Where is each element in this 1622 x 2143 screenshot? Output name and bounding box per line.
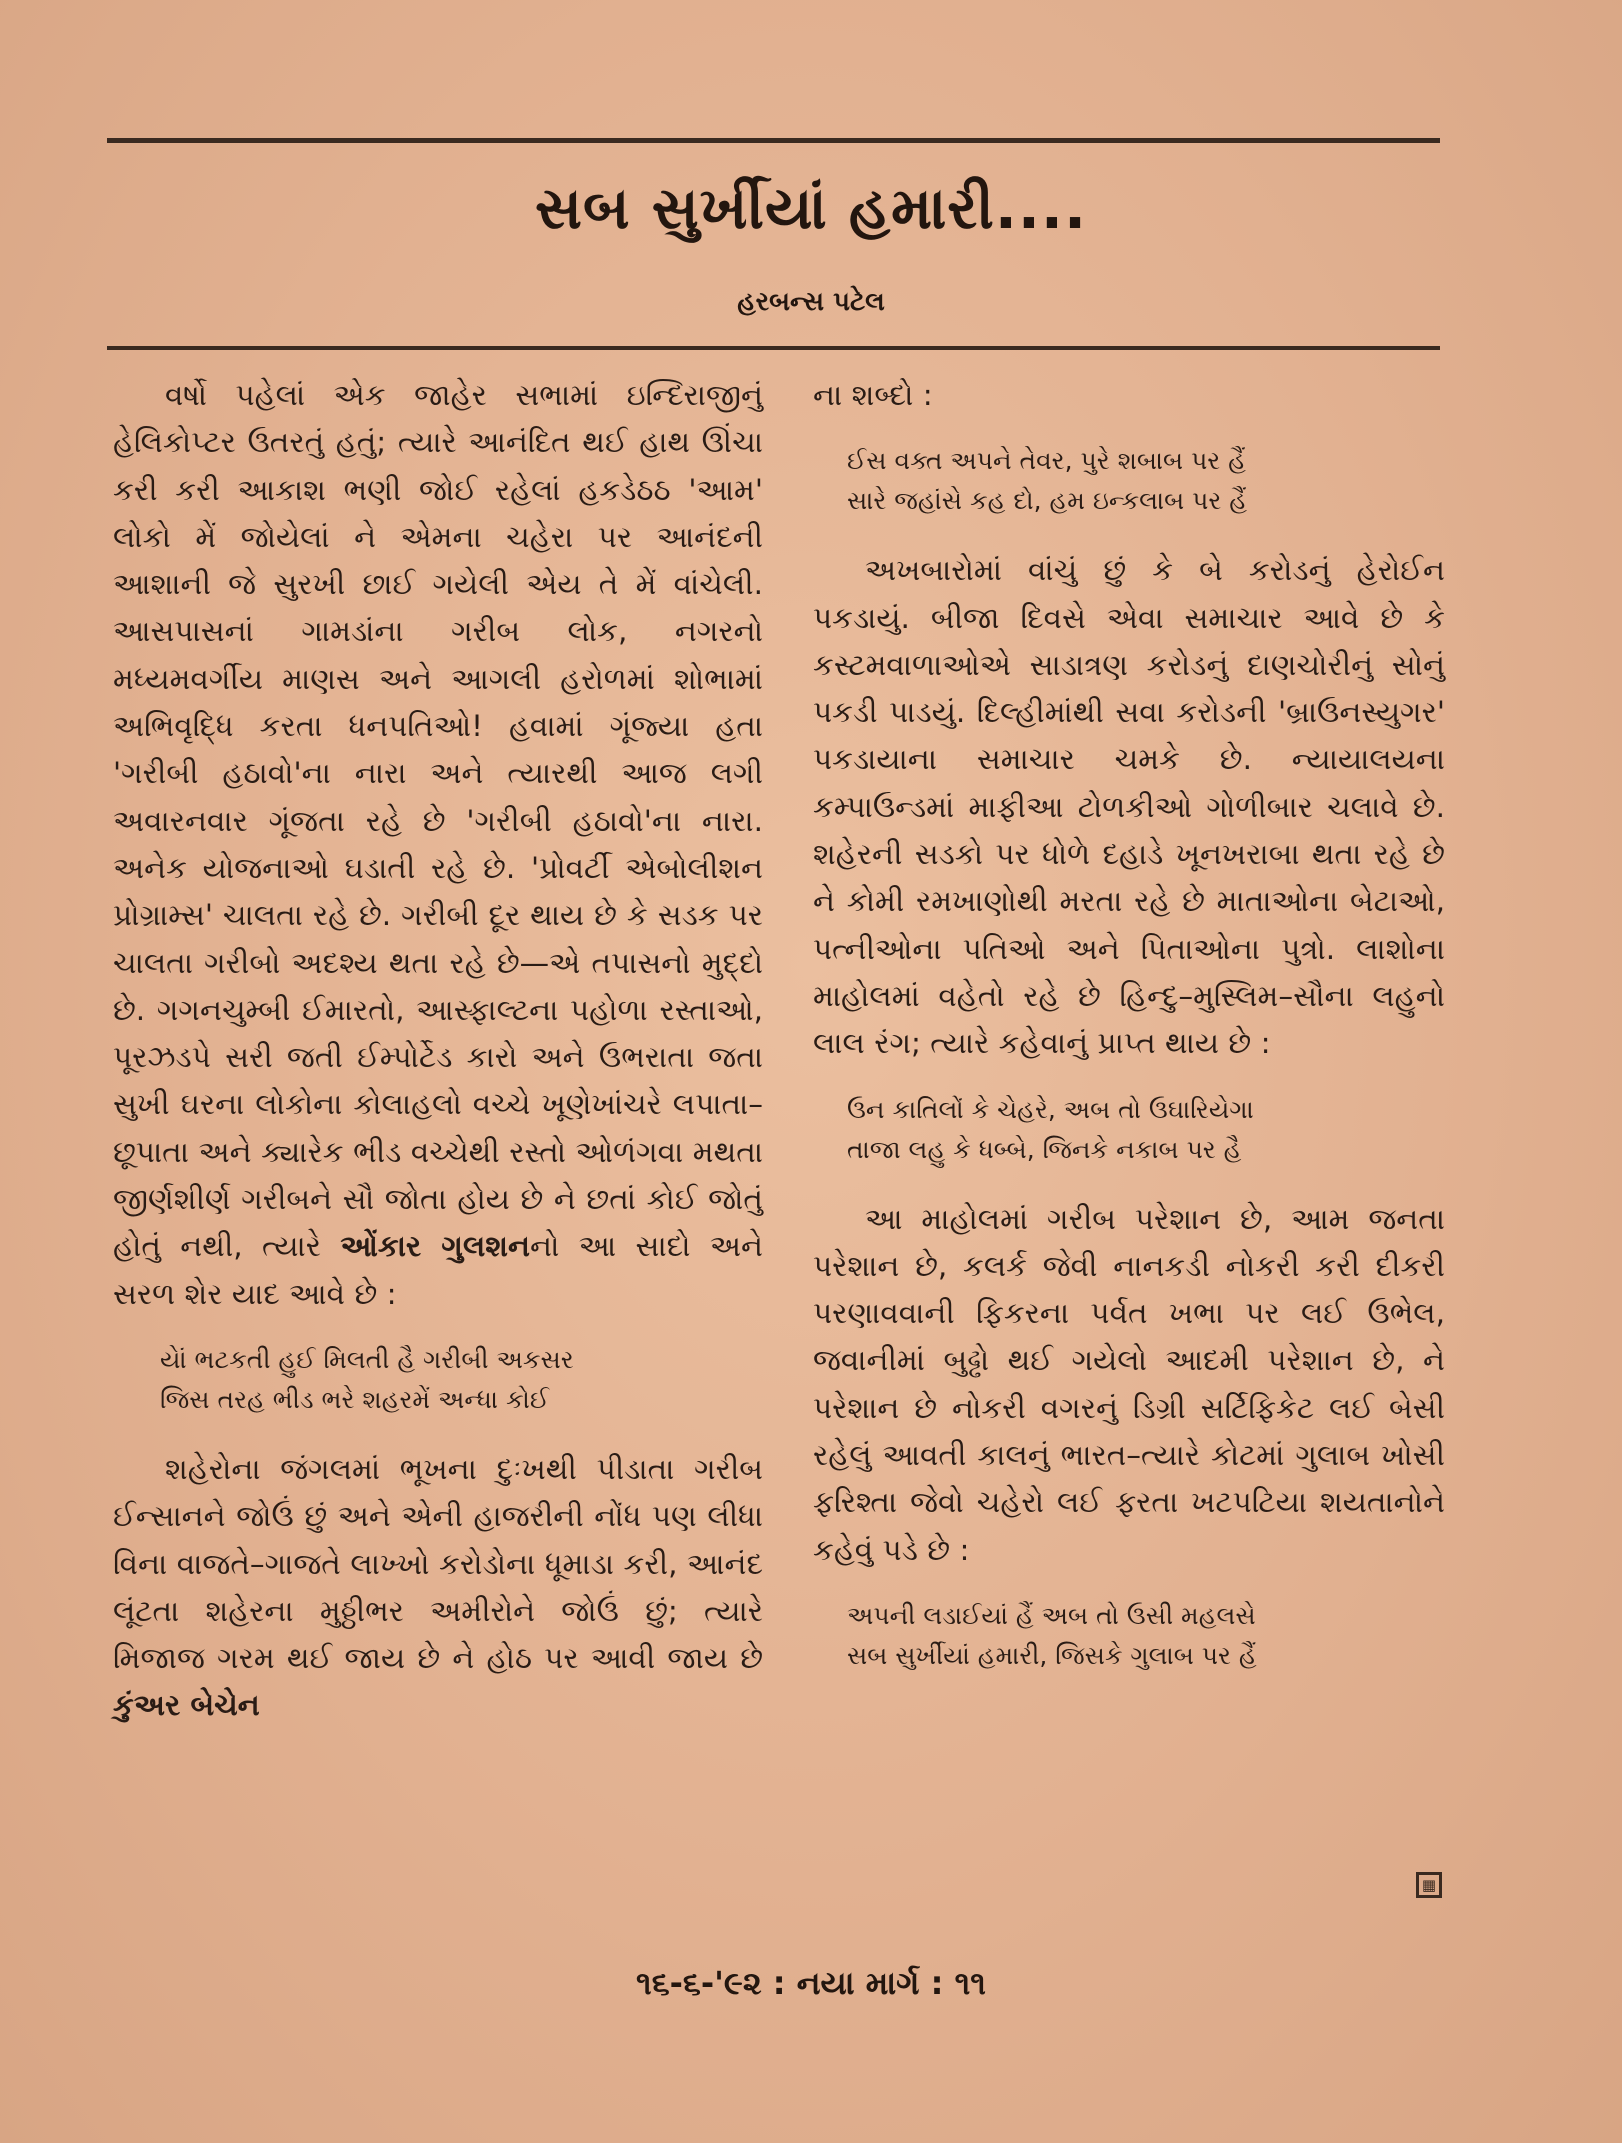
left-column <box>113 372 763 1730</box>
poet-name-kunwar-bechain: કુંઅર બેચેન <box>113 1688 260 1723</box>
couplet-2-line-1: ઈસ વક્ત અપને તેવર, પુરે શબાબ પર હૈં <box>847 446 1246 476</box>
article-author: હરબન્સ પટેલ <box>737 287 885 317</box>
top-rule <box>107 138 1440 143</box>
couplet-3-line-1: ઉન કાતિલોં કે ચેહરે, અબ તો ઉઘારિયેગા <box>847 1094 1254 1124</box>
paragraph-2 <box>113 1446 763 1730</box>
couplet-3 <box>813 1090 1445 1170</box>
couplet-2 <box>813 441 1445 521</box>
couplet-1-line-2: જિસ તરહ ભીડ ભરે શહરમેં અન્ધા કોઈ <box>160 1384 550 1414</box>
end-of-article-icon: ▦ <box>1416 1872 1442 1898</box>
couplet-4-line-1: અપની લડાઈયાં હૈં અબ તો ઉસી મહલસે <box>847 1600 1256 1630</box>
couplet-3-line-2: તાજા લહુ કે ધબ્બે, જિનકે નકાબ પર હૈ <box>847 1134 1242 1164</box>
right-column <box>813 372 1445 1702</box>
paragraph-2-text: શહેરોના જંગલમાં ભૂખના દુઃખથી પીડાતા ગરીબ ઈન્સાનને જોઉં છું અને એની હાજરીની નોંધ પણ લીધા વિના વાજતે–ગાજતે લાખ્ખો કરોડોના ધૂમાડા કરી, આનંદ લૂંટતા શહેરના મુઠ્ઠીભર અમીરોને જોઉં છું; ત્યારે મિજાજ ગરમ થઈ જાય છે ને હોઠ પર આવી જાય છે <box>113 1451 763 1676</box>
header-rule <box>107 346 1440 350</box>
couplet-4-line-2: સબ સુર્ખીયાં હમારી, જિસકે ગુલાબ પર હૈં <box>847 1640 1257 1670</box>
page-footer: ૧૬-૬-'૯૨ : નયા માર્ગ : ૧૧ <box>636 1964 986 2002</box>
paragraph-2-continued: ના શબ્દો : <box>813 378 933 412</box>
paragraph-3: અખબારોમાં વાંચું છું કે બે કરોડનું હેરોઈન પકડાયું. બીજા દિવસે એવા સમાચાર આવે છે કે કસ્ટમવાળાઓએ સાડાત્રણ કરોડનું દાણચોરીનું સોનું પકડી પાડયું. દિલ્હીમાંથી સવા કરોડની 'બ્રાઉનસ્યુગર' પકડાયાના સમાચાર ચમકે છે. ન્યાયાલયના કમ્પાઉન્ડમાં માફીઆ ટોળકીઓ ગોળીબાર ચલાવે છે. શહેરની સડકો પર ધોળે દહાડે ખૂનખરાબા થતા રહે છે ને કોમી રમખાણોથી મરતા રહે છે માતાઓના બેટાઓ, પત્નીઓના પતિઓ અને પિતાઓના પુત્રો. લાશોના માહોલમાં વહેતો રહે છે હિન્દુ–મુસ્લિમ–સૌના લહુનો લાલ રંગ; ત્યારે કહેવાનું પ્રાપ્ત થાય છે : <box>813 553 1445 1061</box>
poet-name-onkar-gulshan: ઓંકાર ગુલશન <box>340 1229 530 1264</box>
paragraph-1-text: વર્ષો પહેલાં એક જાહેર સભામાં ઇન્દિરાજીનું હેલિકોપ્ટર ઉતરતું હતું; ત્યારે આનંદિત થઈ હાથ ઊંચા કરી કરી આકાશ ભણી જોઈ રહેલાં હકડેઠઠ 'આમ' લોકો મેં જોયેલાં ને એમના ચહેરા પર આનંદની આશાની જે સુરખી છાઈ ગયેલી એય તે મેં વાંચેલી. આસપાસનાં ગામડાંના ગરીબ લોક, નગરનો મધ્યમવર્ગીય માણસ અને આગલી હરોળમાં શોભામાં અભિવૃદ્ધિ કરતા ધનપતિઓ! હવામાં ગૂંજ્યા હતા 'ગરીબી હઠાવો'ના નારા અને ત્યારથી આજ લગી અવારનવાર ગૂંજતા રહે છે 'ગરીબી હઠાવો'ના નારા. અનેક યોજનાઓ ઘડાતી રહે છે. 'પ્રોવર્ટી એબોલીશન પ્રોગ્રામ્સ' ચાલતા રહે છે. ગરીબી દૂર થાય છે કે સડક પર ચાલતા ગરીબો અદશ્ય થતા રહે છે—એ તપાસનો મુદ્દો છે. ગગનચુમ્બી ઈમારતો, આસ્ફાલ્ટના પહોળા રસ્તાઓ, પૂરઝડપે સરી જતી ઈમ્પોર્ટેડ કારો અને ઉભરાતા જતા સુખી ઘરના લોકોના કોલાહલો વચ્ચે ખૂણેખાંચરે લપાતા–છૂપાતા અને ક્યારેક ભીડ વચ્ચેથી રસ્તો ઓળંગવા મથતા જીર્ણશીર્ણ ગરીબને સૌ જોતા હોય છે ને છતાં કોઈ જોતું હોતું નથી, ત્યારે <box>113 378 763 1264</box>
paragraph-4: આ માહોલમાં ગરીબ પરેશાન છે, આમ જનતા પરેશાન છે, કલર્ક જેવી નાનકડી નોકરી કરી દીકરી પરણાવવાની ફિકરના પર્વત ખભા પર લઈ ઉભેલ, જવાનીમાં બુઢ્ઢો થઈ ગયેલો આદમી પરેશાન છે, ને પરેશાન છે નોકરી વગરનું ડિગ્રી સર્ટિફિકેટ લઈ બેસી રહેલું આવતી કાલનું ભારત–ત્યારે કોટમાં ગુલાબ ખોસી ફરિશ્તા જેવો ચહેરો લઈ ફરતા ખટપટિયા શયતાનોને કહેવું પડે છે : <box>813 1201 1445 1567</box>
article-title: સબ સુર્ખીયાં હમારી.... <box>535 174 1087 242</box>
paragraph-1 <box>113 372 763 1318</box>
couplet-2-line-2: સારે જહાંસે કહ દો, હમ ઇન્કલાબ પર હૈં <box>847 486 1248 516</box>
couplet-1 <box>113 1340 763 1420</box>
couplet-1-line-1: યેાં ભટકતી હુઈ મિલતી હૈ ગરીબી અકસર <box>160 1344 574 1374</box>
paragraph-1-ending: નો આ સાદો અને સરળ શેર યાદ આવે છે : <box>113 1229 763 1311</box>
couplet-4 <box>813 1596 1445 1676</box>
